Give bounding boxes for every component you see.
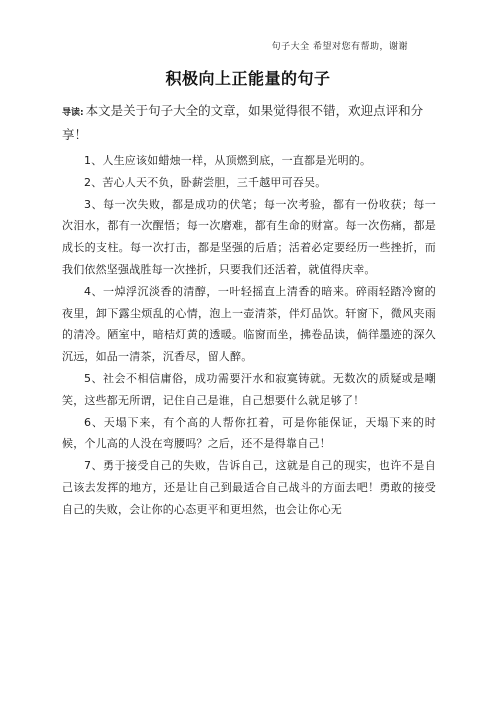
intro [62, 100, 434, 145]
paragraph: 2、苦心人天不负，卧薪尝胆，三千越甲可吞吴。 [84, 175, 327, 189]
paragraph: 6、天塌下来，有个高的人帮你扛着，可是你能保证，天塌下来的时候，个儿高的人没在弯腰吗？之后，还不是得靠自己！ [62, 415, 436, 451]
intro-label: 导读: [62, 108, 84, 118]
intro-text: 本文是关于句子大全的文章，如果觉得很不错，欢迎点评和分享！ [62, 103, 424, 142]
paragraph: 4、一焯浮沉淡香的清醇，一叶轻摇直上清香的暗来。碎雨轻踏冷窗的夜里，卸下露尘烦乱的心情，泡上一壶清茶，伴灯品饮。轩窗下，微风夹雨的清冷。陋室中，暗桔灯黄的透暖。临窗而坐，拂卷品读，倘徉墨迹的深久沉远，如品一清茶，沉香尽，留人醉。 [62, 284, 436, 364]
paragraph: 3、每一次失败，都是成功的伏笔；每一次考验，都有一份收获；每一次泪水，都有一次醒悟；每一次磨难，都有生命的财富。每一次伤痛，都是成长的支柱。每一次打击，都是坚强的后盾；活着必定要经历一些挫折，而我们依然坚强战胜每一次挫折，只要我们还活着，就值得庆幸。 [62, 197, 436, 276]
page-title: 积极向上正能量的句子 [165, 69, 331, 88]
paragraph: 7、勇于接受自己的失败，告诉自己，这就是自己的现实，也许不是自己该去发挥的地方，还是让自己到最适合自己战斗的方面去吧！勇敢的接受自己的失败，会让你的心态更平和更坦然，也会让你心无 [62, 459, 436, 516]
content-body [62, 150, 436, 521]
paragraph: 5、社会不相信庸俗，成功需要汗水和寂寞铸就。无数次的质疑或是嘲笑，这些都无所谓，记住自己是谁，自己想要什么就足够了！ [62, 371, 436, 407]
paragraph: 1、人生应该如蜡烛一样，从顶燃到底，一直都是光明的。 [84, 154, 372, 167]
header-note: 句子大全 希望对您有帮助，谢谢 [271, 42, 408, 52]
